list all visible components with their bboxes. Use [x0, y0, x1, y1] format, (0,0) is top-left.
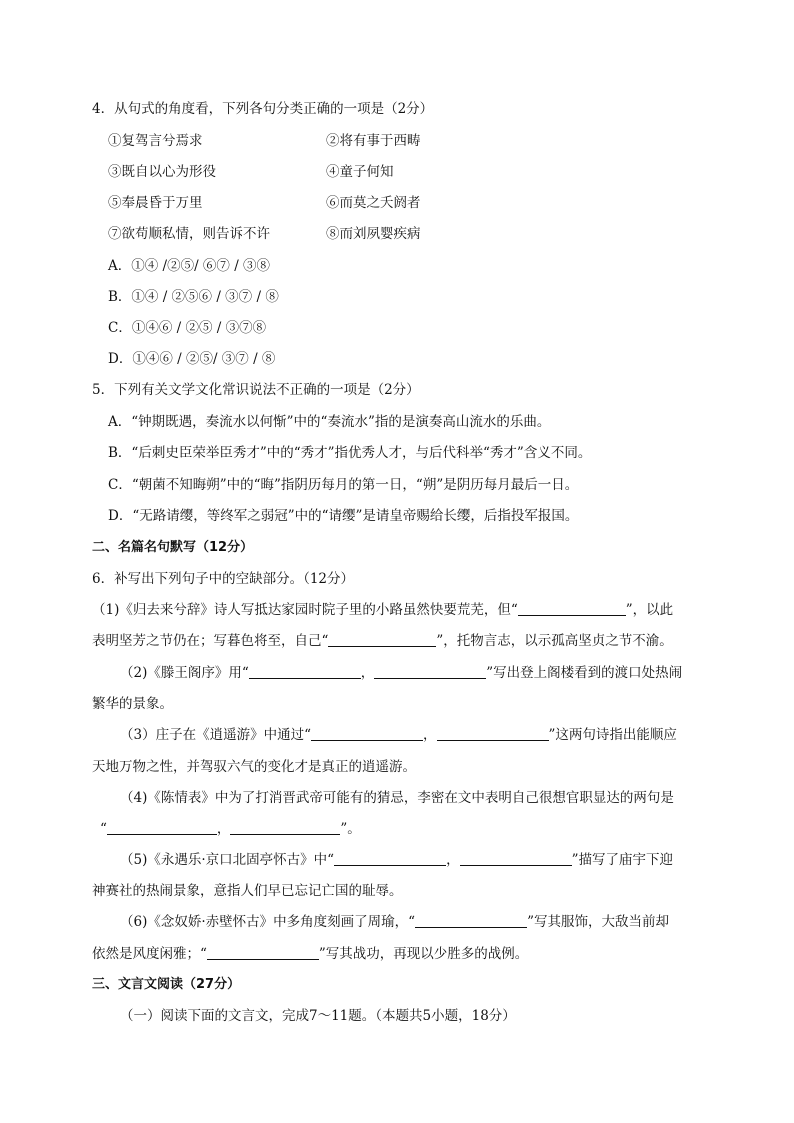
q6-sentence-6: （6)《念奴娇·赤壁怀古》中多角度刻画了周瑜，“ ”写其服饰，大敌当前却 [120, 914, 669, 930]
blank-3[interactable] [249, 664, 361, 679]
q6-sentence-1: （1)《归去来兮辞》诗人写抵达家园时院子里的小路虽然快要荒芜，但“ ”，以此 [92, 602, 674, 618]
q5-option-c: C．“朝菌不知晦朔”中的“晦”指阴历每月的第一日，“朔”是阴历每月最后一日。 [108, 477, 579, 493]
q4-option-d: D．①④⑥ / ②⑤/ ③⑦ / ⑧ [108, 351, 276, 367]
q4-item: ①复驾言兮焉求 [108, 133, 203, 149]
q6-sentence-4: （4)《陈情表》中为了打消晋武帝可能有的猜忌，李密在文中表明自己很想官职显达的两句是 [120, 790, 674, 806]
blank-10[interactable] [460, 851, 572, 866]
q6-stem: 6．补写出下列句子中的空缺部分。（12分） [92, 571, 355, 587]
q4-option-a: A．①④ /②⑤/ ⑥⑦ / ③⑧ [108, 258, 271, 274]
section-2-heading: 二、名篇名句默写（12分） [92, 540, 254, 555]
blank-11[interactable] [415, 913, 527, 928]
section-3-heading: 三、文言文阅读（27分） [92, 977, 241, 992]
q6-sentence-1-cont: 表明坚芳之节仍在；写暮色将至，自己“ ”，托物言志，以示孤高坚贞之节不渝。 [92, 633, 673, 649]
sub-section-1: （一）阅读下面的文言文，完成7～11题。（本题共5小题，18分） [120, 1008, 516, 1024]
q6-sentence-3-cont: 天地万物之性，并驾驭六气的变化才是真正的逍遥游。 [92, 759, 416, 775]
q6-sentence-5-cont: 神赛社的热闹景象，意指人们早已忘记亡国的耻辱。 [92, 883, 403, 899]
q4-item: ⑤奉晨昏于万里 [108, 195, 203, 211]
blank-7[interactable] [107, 820, 217, 835]
q6-sentence-4-cont: “ ， ”。 [100, 821, 361, 837]
q4-item: ⑦欲苟顺私情，则告诉不许 [108, 226, 270, 242]
q4-option-c: C．①④⑥ / ②⑤ / ③⑦⑧ [108, 320, 267, 336]
q6-sentence-5: （5)《永遇乐·京口北固亭怀古》中“ ， ”描写了庙宇下迎 [120, 852, 673, 868]
q5-stem: 5．下列有关文学文化常识说法不正确的一项是（2分） [92, 382, 420, 398]
blank-9[interactable] [334, 851, 446, 866]
blank-2[interactable] [328, 632, 436, 647]
q6-sentence-2: （2)《滕王阁序》用“ ， ”写出登上阁楼看到的渡口处热闹 [120, 665, 683, 681]
blank-12[interactable] [207, 945, 319, 960]
blank-4[interactable] [374, 664, 486, 679]
q6-sentence-2-cont: 繁华的景象。 [92, 696, 173, 712]
q5-option-d: D．“无路请缨，等终军之弱冠”中的“请缨”是请皇帝赐给长缨，后指投军报国。 [108, 508, 579, 524]
q4-item: ⑧而刘夙婴疾病 [326, 226, 421, 242]
blank-1[interactable] [518, 601, 626, 616]
blank-6[interactable] [437, 726, 549, 741]
q4-item: ⑥而莫之夭阏者 [326, 195, 421, 211]
q4-option-b: B．①④ / ②⑤⑥ / ③⑦ / ⑧ [108, 289, 279, 305]
q6-sentence-3: （3）庄子在《逍遥游》中通过“ ， ”这两句诗指出能顺应 [120, 727, 677, 743]
q4-item: ③既自以心为形役 [108, 164, 216, 180]
q5-option-b: B．“后刺史臣荣举臣秀才”中的“秀才”指优秀人才，与后代科举“秀才”含义不同。 [108, 445, 592, 461]
q4-stem: 4．从句式的角度看，下列各句分类正确的一项是（2分） [92, 101, 434, 117]
blank-5[interactable] [311, 726, 423, 741]
blank-8[interactable] [230, 820, 340, 835]
q5-option-a: A．“钟期既遇，奏流水以何惭”中的“奏流水”指的是演奏高山流水的乐曲。 [108, 414, 551, 430]
q4-item: ②将有事于西畴 [326, 133, 421, 149]
q6-sentence-6-cont: 依然是风度闲雅；“ ”写其战功，再现以少胜多的战例。 [92, 946, 529, 962]
q4-item: ④童子何知 [326, 164, 394, 180]
